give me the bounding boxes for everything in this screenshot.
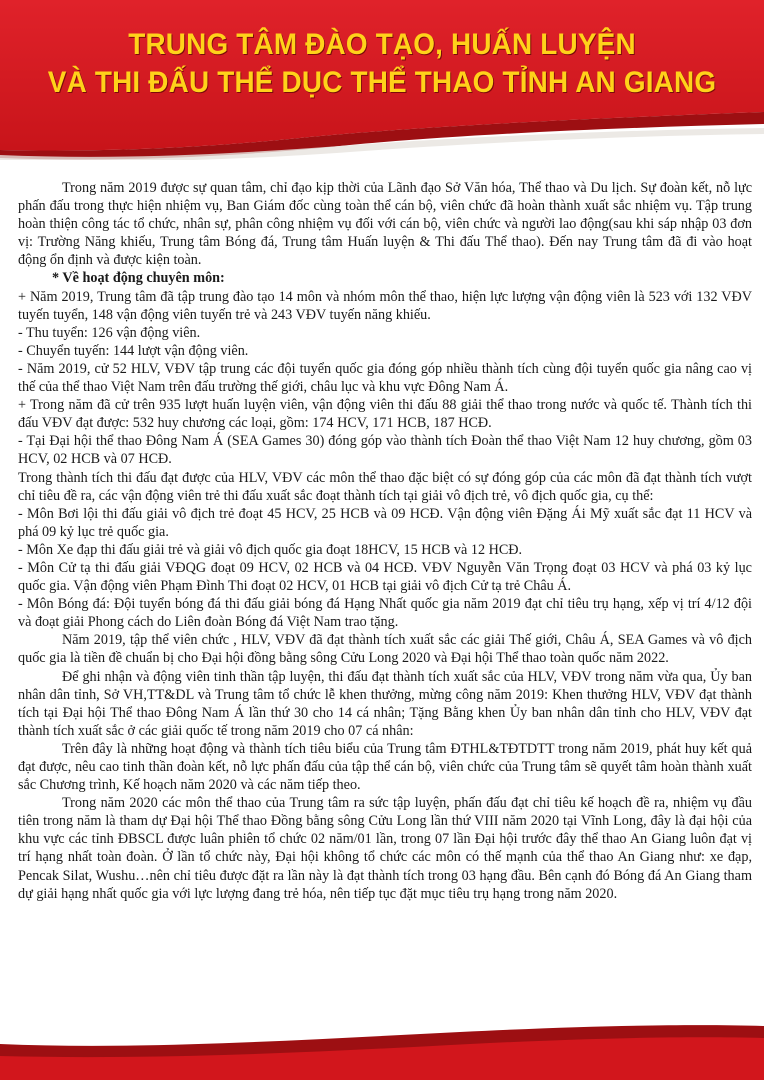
section-heading: * Về hoạt động chuyên môn: [52, 270, 225, 287]
title-line-2: VÀ THI ĐẤU THỂ DỤC THỂ THAO TỈNH AN GIANG [47, 66, 717, 99]
list-item: - Chuyển tuyến: 144 lượt vận động viên. [18, 342, 249, 359]
paragraph-summary: Trên đây là những hoạt động và thành tích tiêu biểu của Trung tâm ĐTHL&TĐTDTT trong năm 2019, phát huy kết quả đạt được, nêu cao tinh thần đoàn kết, nỗ lực phấn đấu của tập thể cán bộ, viên chức của Trung tâm sẽ quyết tâm hoàn thành xuất sắc Chương trình, Kế hoạch năm 2020 và các năm tiếp theo. [18, 740, 752, 794]
paragraph-awards: Để ghi nhận và động viên tinh thần tập luyện, thi đấu đạt thành tích xuất sắc của HLV, VĐV trong năm vừa qua, Ủy ban nhân dân tỉnh, Sở VH,TT&DL và Trung tâm tổ chức lễ khen thưởng, mừng công năm 2019: Khen thưởng HLV, VĐV đạt thành tích tại Đại hội Thể thao Đông Nam Á lần thứ 30 cho 14 cá nhân; Tặng Bằng khen Ủy ban nhân dân tỉnh cho HLV, VĐV đạt thành tích xuất sắc ở các giải quốc tế trong năm 2019 cho 07 cá nhân: [18, 668, 752, 739]
title-line-1: TRUNG TÂM ĐÀO TẠO, HUẤN LUYỆN [128, 28, 636, 61]
paragraph-achievements: Năm 2019, tập thể viên chức , HLV, VĐV đã đạt thành tích xuất sắc các giải Thế giới, Châu Á, SEA Games và vô địch quốc gia là tiền đề chuẩn bị cho Đại hội đồng bằng sông Cửu Long 2020 và Đại hội Thể thao toàn quốc năm 2022. [18, 632, 752, 667]
list-item: - Môn Xe đạp thi đấu giải trẻ và giải vô địch quốc gia đoạt 18HCV, 15 HCB và 12 HCĐ. [18, 541, 523, 558]
paragraph-intro: Trong năm 2019 được sự quan tâm, chỉ đạo kịp thời của Lãnh đạo Sở Văn hóa, Thể thao và Du lịch. Sự đoàn kết, nỗ lực phấn đấu trong thực hiện nhiệm vụ, Ban Giám đốc cùng toàn thể cán bộ, viên chức đã hoàn thành xuất sắc nhiệm vụ. Tập trung hoàn thiện công tác tổ chức, nhân sự, phân công nhiệm vụ đối với cán bộ, viên chức và người lao động(sau khi sáp nhập 03 đơn vị: Trường Năng khiếu, Trung tâm Bóng đá, Trung tâm Huấn luyện & Thi đấu Thể thao). Đến nay Trung tâm đã đi vào hoạt động ổn định và được kiện toàn. [18, 180, 752, 269]
footer-swoosh [0, 1010, 764, 1080]
list-item: Trong thành tích thi đấu đạt được của HLV, VĐV các môn thể thao đặc biệt có sự đóng góp của các môn đã đạt thành tích vượt chỉ tiêu đề ra, các vận động viên trẻ thi đấu xuất sắc đoạt thành tích tại giải vô địch trẻ, vô địch quốc gia, cụ thể: [18, 469, 752, 504]
list-item: + Năm 2019, Trung tâm đã tập trung đào tạo 14 môn và nhóm môn thể thao, hiện lực lượng vận động viên là 523 với 132 VĐV tuyến tuyển, 148 vận động viên tuyến trẻ và 243 VĐV tuyến năng khiếu. [18, 288, 752, 323]
header-banner [0, 0, 764, 160]
list-item: + Trong năm đã cử trên 935 lượt huấn luyện viên, vận động viên thi đấu 88 giải thể thao trong nước và quốc tế. Thành tích thi đấu VĐV đạt được: 532 huy chương các loại, gồm: 174 HCV, 171 HCB, 187 HCĐ. [18, 397, 752, 432]
article-body [18, 179, 752, 903]
paragraph-plan-2020: Trong năm 2020 các môn thể thao của Trung tâm ra sức tập luyện, phấn đấu đạt chỉ tiêu kế hoạch đề ra, nhiệm vụ đầu tiên trong năm là tham dự Đại hội Thể thao Đồng bằng sông Cửu Long lần thứ VIII năm 2020 tại Vĩnh Long, đây là đại hội của khu vực các tỉnh ĐBSCL được luân phiên tổ chức 02 năm/01 lần, trong 07 lần Đại hội trước đây thể thao An Giang luôn đạt vị trí hạng nhất toàn đoàn. Ở lần tổ chức này, Đại hội không tổ chức các môn có thế mạnh của thể thao An Giang như: xe đạp, Pencak Silat, Wushu…nên chỉ tiêu được đặt ra lần này là đạt thành tích trong 03 hạng đầu. Bên cạnh đó Bóng đá An Giang tham dự giải hạng nhất quốc gia với lực lượng đang trẻ hóa, nên tiếp tục đặt mục tiêu trụ hạng trong năm 2020. [18, 795, 752, 902]
list-item: - Tại Đại hội thể thao Đông Nam Á (SEA Games 30) đóng góp vào thành tích Đoàn thể thao Việt Nam 12 huy chương, gồm 03 HCV, 02 HCB và 07 HCĐ. [18, 433, 752, 468]
list-item: - Môn Cử tạ thi đấu giải VĐQG đoạt 09 HCV, 02 HCB và 04 HCĐ. VĐV Nguyễn Văn Trọng đoạt 03 HCV và phá 03 kỷ lục quốc gia. Vận động viên Phạm Đình Thi đoạt 02 HCV, 01 HCB tại giải vô địch Cử tạ trẻ Châu Á. [18, 559, 752, 595]
list-item: - Năm 2019, cử 52 HLV, VĐV tập trung các đội tuyển quốc gia đóng góp nhiều thành tích cùng đội tuyển quốc gia nâng cao vị thế của thể thao Việt Nam trên đấu trường thế giới, châu lục và khu vực Đông Nam Á. [18, 360, 752, 396]
page-title [27, 26, 738, 102]
footer-banner [0, 1010, 764, 1080]
list-item: - Môn Bơi lội thi đấu giải vô địch trẻ đoạt 45 HCV, 25 HCB và 09 HCĐ. Vận động viên Đặng Ái Mỹ xuất sắc đạt 11 HCV và phá 09 kỷ lục trẻ quốc gia. [18, 505, 752, 540]
list-item: - Thu tuyển: 126 vận động viên. [18, 324, 201, 341]
list-item: - Môn Bóng đá: Đội tuyển bóng đá thi đấu giải bóng đá Hạng Nhất quốc gia năm 2019 đạt chỉ tiêu trụ hạng, xếp vị trí 4/12 đội và đoạt giải Phong cách do Liên đoàn Bóng đá Việt Nam trao tặng. [18, 596, 752, 631]
